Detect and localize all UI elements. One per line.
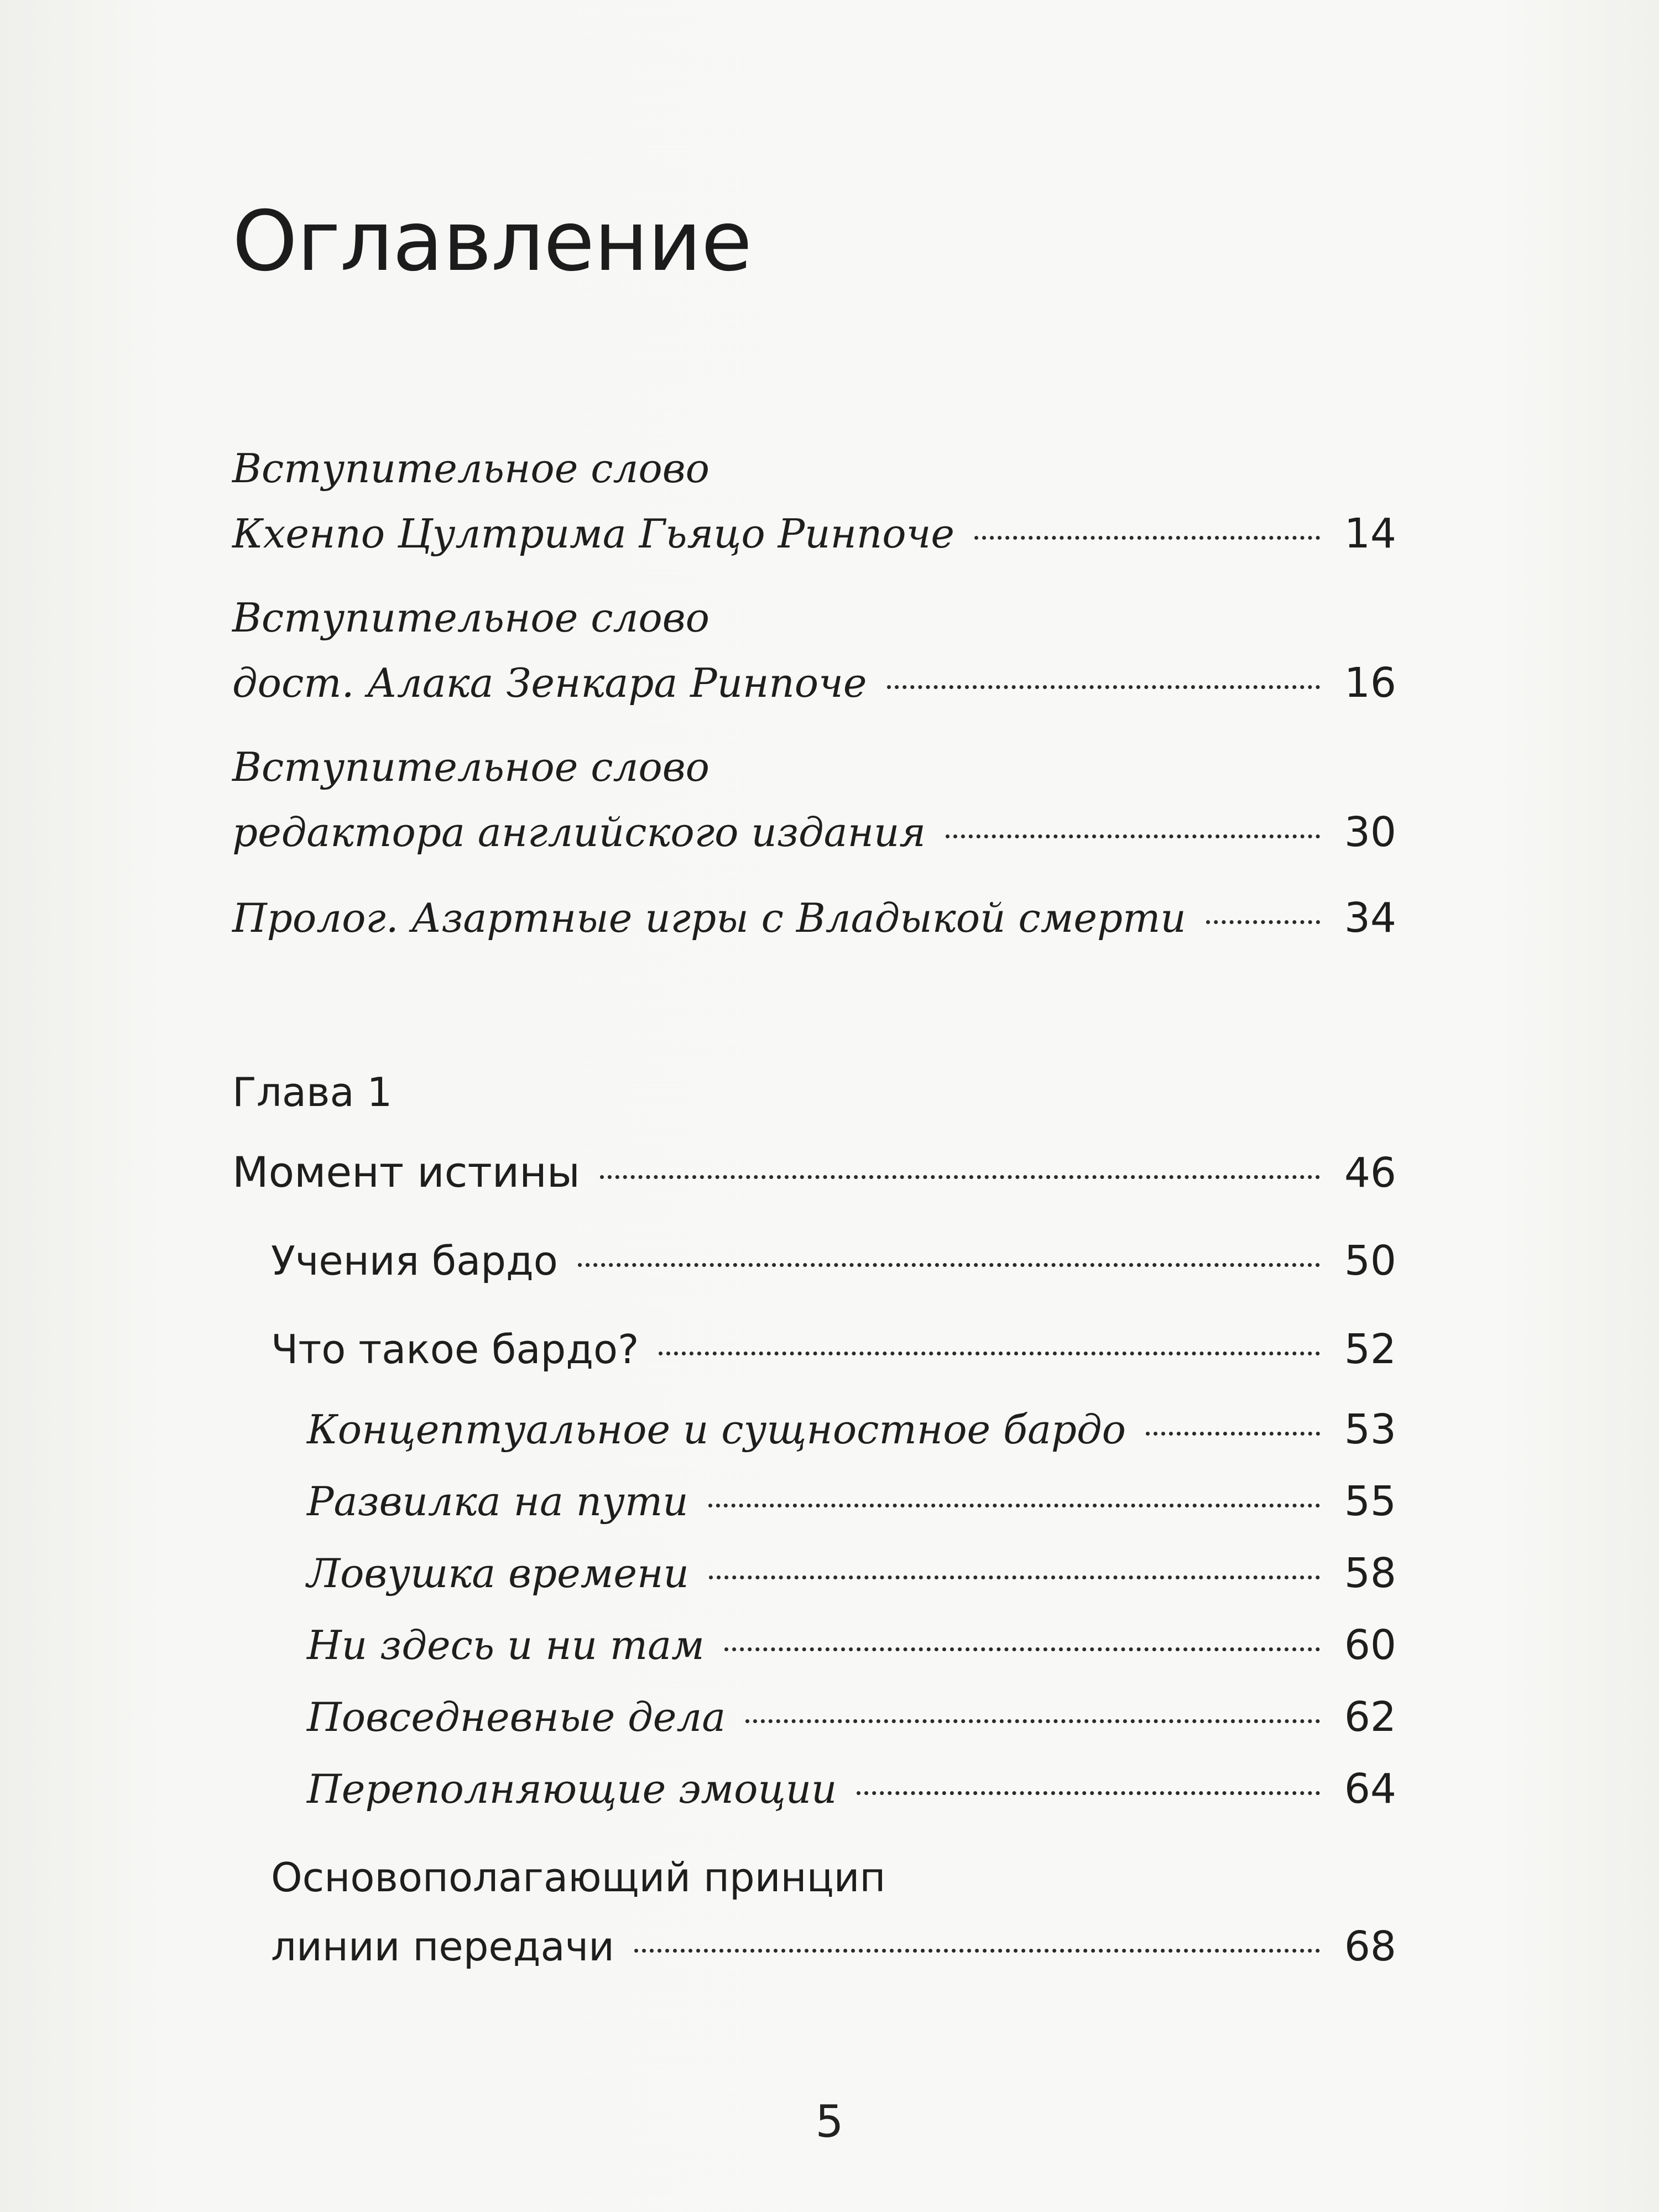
toc-entry-label: Повседневные дела [307, 1694, 726, 1740]
toc-entry-intro3-line1: Вступительное слово [232, 744, 709, 790]
toc-entry-subsection-3[interactable] [307, 1543, 1396, 1604]
toc-page-number: 14 [1344, 510, 1396, 557]
dot-leader [578, 1263, 1320, 1267]
toc-entry-subsection-6[interactable] [307, 1759, 1396, 1819]
dot-leader [659, 1352, 1320, 1355]
page-title: Оглавление [232, 194, 752, 290]
toc-page-number: 60 [1344, 1621, 1396, 1669]
dot-leader [857, 1791, 1319, 1795]
toc-page-number: 16 [1344, 659, 1396, 707]
dot-leader [1146, 1432, 1320, 1436]
toc-entry-subsection-2[interactable] [307, 1471, 1396, 1532]
toc-entry-label: линии передачи [271, 1923, 614, 1970]
dot-leader [887, 685, 1320, 689]
toc-page-number: 50 [1344, 1237, 1396, 1285]
toc-entry-subsection-5[interactable] [307, 1687, 1396, 1747]
toc-entry-principle-line1: Основополагающий принцип [271, 1854, 886, 1901]
toc-entry-label: Учения бардо [271, 1238, 558, 1284]
toc-page-number: 46 [1344, 1149, 1396, 1197]
toc-entry-label: Развилка на пути [307, 1478, 688, 1525]
toc-entry-label: Переполняющие эмоции [307, 1766, 837, 1812]
chapter-number: Глава 1 [232, 1069, 393, 1115]
toc-page-number: 52 [1344, 1326, 1396, 1373]
toc-entry-intro1-line1: Вступительное слово [232, 445, 709, 492]
toc-entry-label: Концептуальное и сущностное бардо [307, 1406, 1126, 1453]
toc-page-number: 58 [1344, 1550, 1396, 1597]
toc-entry-subsection-1[interactable] [307, 1399, 1396, 1460]
toc-page-number: 64 [1344, 1765, 1396, 1813]
toc-entry-intro3[interactable] [232, 802, 1396, 863]
toc-page-number: 34 [1344, 894, 1396, 942]
toc-entry-label: редактора английского издания [232, 809, 926, 855]
toc-page-number: 68 [1344, 1923, 1396, 1970]
dot-leader [634, 1949, 1320, 1953]
toc-entry-principle[interactable] [271, 1916, 1396, 1977]
toc-page-number: 55 [1344, 1478, 1396, 1525]
toc-page-number: 53 [1344, 1406, 1396, 1453]
toc-entry-label: дост. Алака Зенкара Ринпоче [232, 660, 867, 706]
toc-page-number: 30 [1344, 808, 1396, 856]
dot-leader [724, 1647, 1320, 1651]
toc-entry-label: Кхенпо Цултрима Гьяцо Ринпоче [232, 510, 954, 557]
toc-entry-label: Что такое бардо? [271, 1326, 639, 1373]
dot-leader [946, 834, 1320, 838]
page-number: 5 [815, 2096, 844, 2147]
dot-leader [708, 1504, 1320, 1507]
toc-entry-section-1[interactable] [271, 1230, 1396, 1291]
toc-entry-label: Ловушка времени [307, 1550, 689, 1597]
toc-entry-chapter1[interactable] [232, 1142, 1396, 1203]
dot-leader [600, 1175, 1320, 1179]
toc-entry-intro1[interactable] [232, 503, 1396, 564]
toc-page-number: 62 [1344, 1693, 1396, 1741]
toc-entry-prologue[interactable] [232, 888, 1396, 948]
toc-entry-label: Ни здесь и ни там [307, 1622, 705, 1668]
dot-leader [1206, 920, 1320, 924]
toc-entry-section-2[interactable] [271, 1319, 1396, 1380]
toc-entry-intro2[interactable] [232, 653, 1396, 713]
toc-entry-intro2-line1: Вступительное слово [232, 594, 709, 641]
toc-entry-label: Момент истины [232, 1147, 580, 1197]
dot-leader [745, 1719, 1320, 1723]
toc-entry-label: Пролог. Азартные игры с Владыкой смерти [232, 895, 1186, 941]
toc-entry-subsection-4[interactable] [307, 1615, 1396, 1676]
dot-leader [709, 1575, 1320, 1579]
dot-leader [974, 536, 1320, 540]
